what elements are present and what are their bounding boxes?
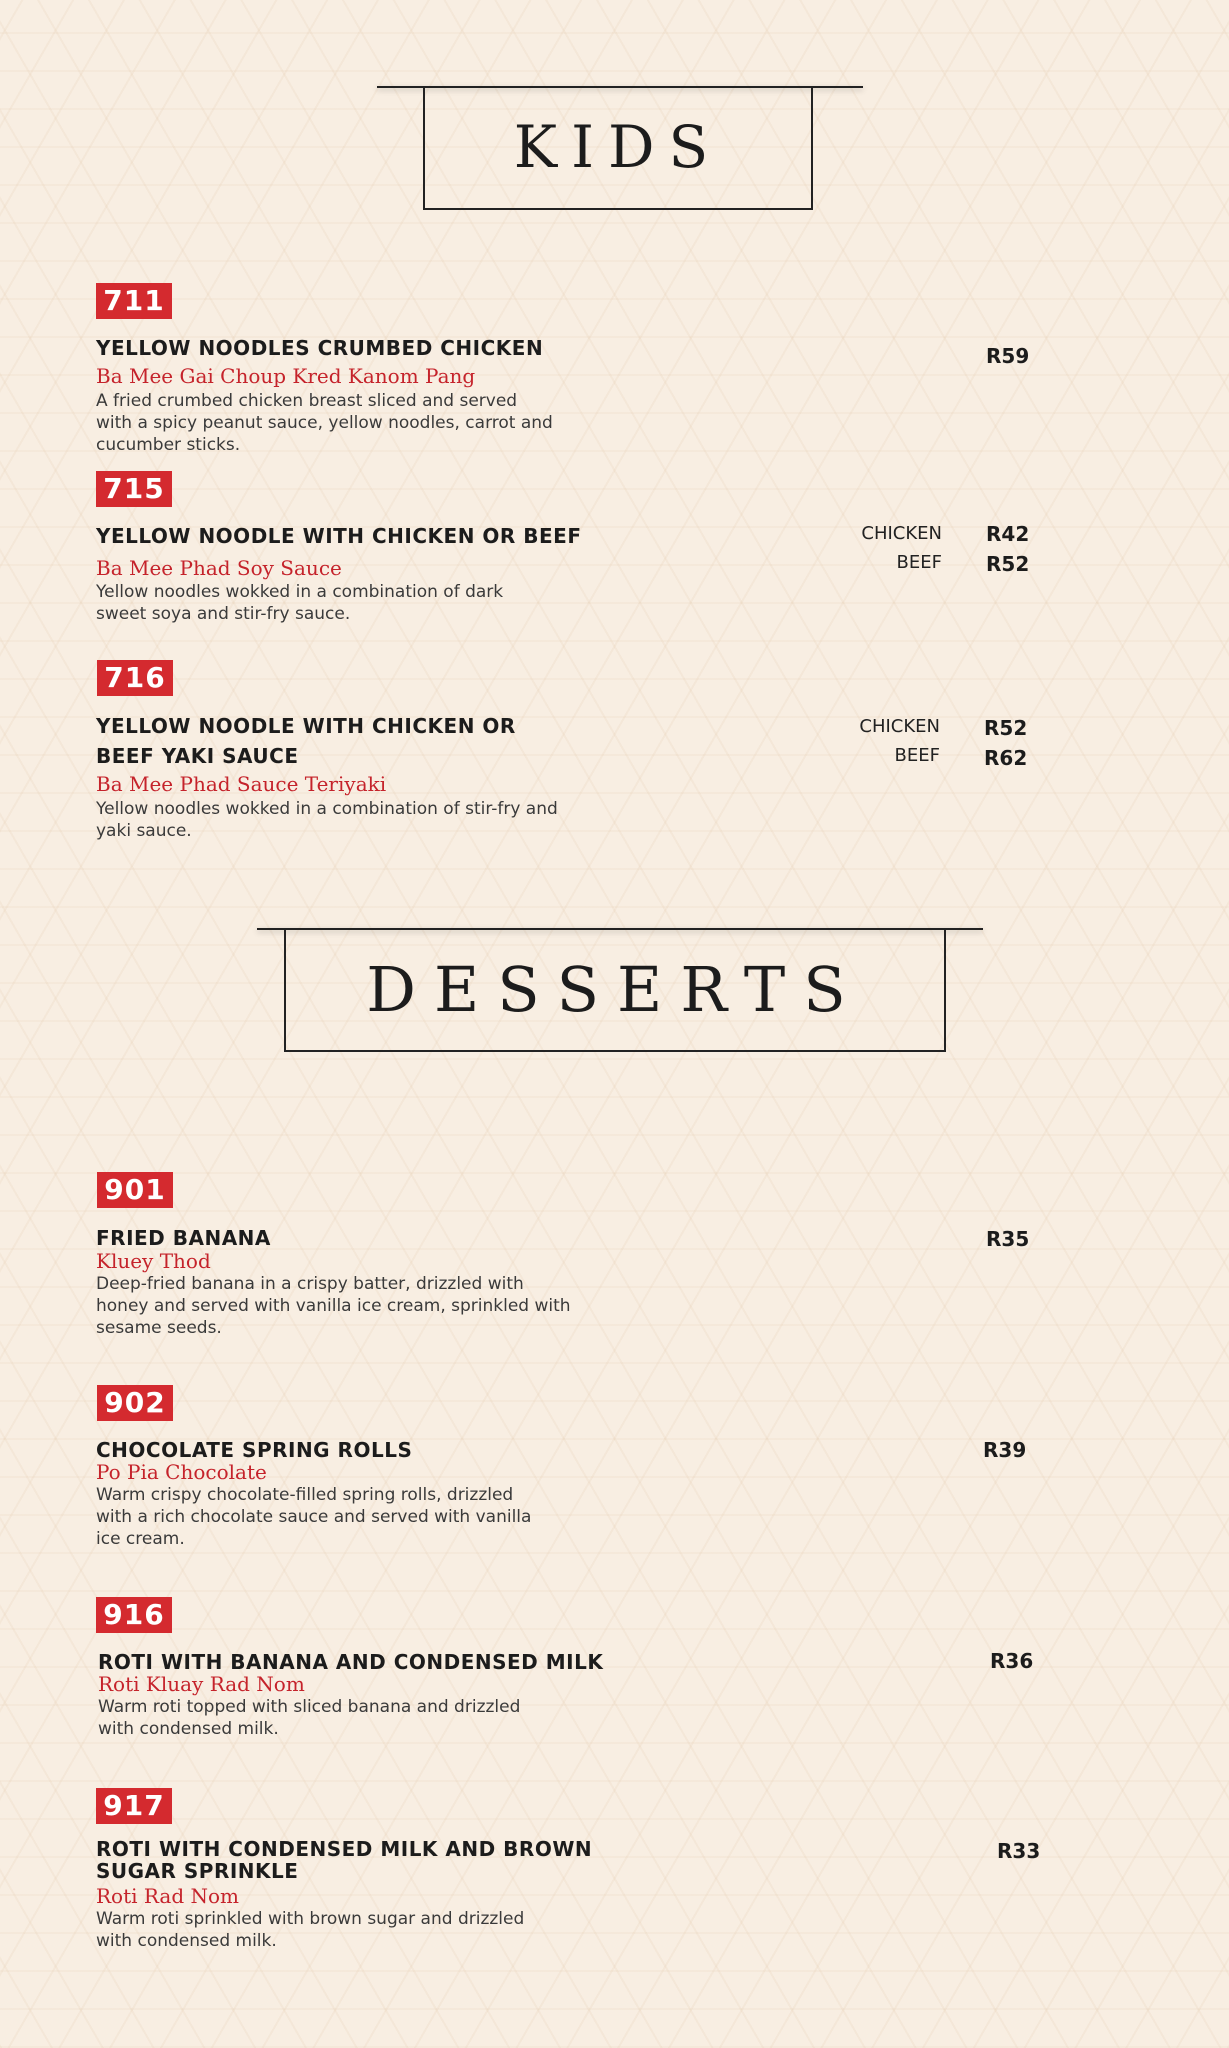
item-thai-name: Ba Mee Gai Choup Kred Kanom Pang <box>96 364 476 388</box>
option-price: R52 <box>986 552 1030 576</box>
item-price: R39 <box>983 1438 1027 1462</box>
item-price: R36 <box>990 1649 1034 1673</box>
desserts-section-header <box>257 928 983 1054</box>
option-price: R42 <box>986 522 1030 546</box>
item-price: R35 <box>986 1227 1030 1251</box>
item-name: YELLOW NOODLES CRUMBED CHICKEN <box>96 336 544 360</box>
option-label: CHICKEN <box>859 716 940 737</box>
item-description: Yellow noodles wokked in a combination of stir-fry and yaki sauce. <box>96 799 558 841</box>
item-name: ROTI WITH CONDENSED MILK AND BROWN SUGAR SPRINKLE <box>96 1837 593 1883</box>
item-thai-name: Roti Rad Nom <box>96 1884 239 1908</box>
item-price: R33 <box>997 1839 1041 1863</box>
desserts-header-box <box>284 928 946 1052</box>
item-code-badge: 711 <box>96 283 172 319</box>
item-thai-name: Roti Kluay Rad Nom <box>98 1672 305 1696</box>
item-description: A fried crumbed chicken breast sliced and served with a spicy peanut sauce, yellow noodles, carrot and cucumber sticks. <box>96 391 553 455</box>
kids-title: KIDS <box>513 113 723 181</box>
item-code-badge: 715 <box>96 471 172 507</box>
item-code-badge: 902 <box>97 1385 173 1421</box>
item-code-badge: 716 <box>97 660 173 696</box>
item-name: ROTI WITH BANANA AND CONDENSED MILK <box>98 1650 604 1674</box>
kids-section-header <box>377 86 863 212</box>
option-price: R52 <box>984 716 1028 740</box>
item-code-badge: 917 <box>96 1788 172 1824</box>
item-description: Warm roti topped with sliced banana and drizzled with condensed milk. <box>98 1697 521 1739</box>
item-name: CHOCOLATE SPRING ROLLS <box>96 1438 413 1462</box>
item-price: R59 <box>986 344 1030 368</box>
item-thai-name: Po Pia Chocolate <box>96 1460 267 1484</box>
item-name: YELLOW NOODLE WITH CHICKEN OR BEEF <box>96 524 582 548</box>
item-name: FRIED BANANA <box>96 1226 271 1250</box>
desserts-title: DESSERTS <box>366 952 864 1026</box>
item-description: Yellow noodles wokked in a combination of dark sweet soya and stir-fry sauce. <box>96 582 504 624</box>
item-thai-name: Kluey Thod <box>96 1249 211 1273</box>
option-label: BEEF <box>894 745 940 766</box>
option-price: R62 <box>984 746 1028 770</box>
item-thai-name: Ba Mee Phad Soy Sauce <box>96 556 342 580</box>
option-label: CHICKEN <box>861 523 942 544</box>
item-description: Deep-fried banana in a crispy batter, drizzled with honey and served with vanilla ice cream, sprinkled with sesame seeds. <box>96 1274 571 1338</box>
item-code-badge: 901 <box>97 1172 173 1208</box>
item-thai-name: Ba Mee Phad Sauce Teriyaki <box>96 772 387 796</box>
item-description: Warm crispy chocolate-filled spring rolls, drizzled with a rich chocolate sauce and served with vanilla ice cream. <box>96 1485 532 1549</box>
item-description: Warm roti sprinkled with brown sugar and drizzled with condensed milk. <box>96 1909 525 1951</box>
kids-header-box <box>423 86 813 210</box>
option-label: BEEF <box>896 552 942 573</box>
item-code-badge: 916 <box>96 1597 172 1633</box>
item-name: YELLOW NOODLE WITH CHICKEN OR BEEF YAKI SAUCE <box>96 714 516 768</box>
